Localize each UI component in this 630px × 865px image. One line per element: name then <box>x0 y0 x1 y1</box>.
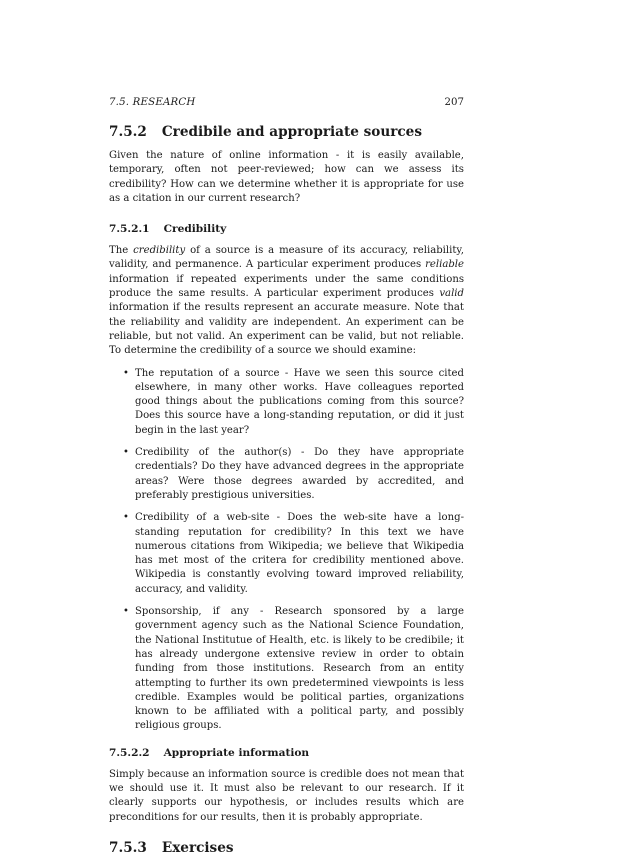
credibility-paragraph <box>109 244 464 358</box>
list-item <box>123 605 464 734</box>
section-heading <box>109 123 464 141</box>
appropriate-heading <box>109 746 464 760</box>
list-item <box>123 446 464 503</box>
section-title: Credibile and appropriate sources <box>161 124 422 140</box>
list-item <box>123 367 464 438</box>
appropriate-paragraph: Simply because an information source is credible does not mean that we should use it. It must also be relevant to our research. If it clearly supports our hypothesis, or includes results which are preconditions for our results, then it is probably appropriate. <box>109 768 464 823</box>
list-item-text: Credibility of the author(s) - Do they have appropriate credentials? Do they have advanced degrees in the appropriate areas? Were those degrees awarded by accredited, and preferably prestigious universities. <box>135 447 464 501</box>
credibility-text-2: of a source is a measure of its accuracy, reliability, validity, and permanence. A particular experiment produces <box>109 245 464 271</box>
credibility-title: Credibility <box>163 223 227 236</box>
list-item-text: Sponsorship, if any - Research sponsored by a large government agency such as the National Science Foundation, the National Institutue of Health, etc. is likely to be credibile; it has already undergone extensive review in order to obtain funding from those institutions. Research from an entity attempting to further its own predetermined viewpoints is less credible. Examples would be political parties, organizations known to be affiliated with a political party, and possibly religious groups. <box>135 606 464 732</box>
running-header <box>109 96 464 110</box>
page-content <box>109 96 464 865</box>
list-item-text: Credibility of a web-site - Does the web-site have a long-standing reputation for credibility? In this text we have numerous citations from Wikipedia; we believe that Wikipedia has met most of the critera for credibility mentioned above. Wikipedia is constantly evolving toward improved reliability, accuracy, and validity. <box>135 512 464 595</box>
section-intro: Given the nature of online information - it is easily available, temporary, often not peer-reviewed; how can we assess its credibility? How can we determine whether it is appropriate for use as a citation in our current research? <box>109 150 464 204</box>
appropriate-number: 7.5.2.2 <box>109 746 150 759</box>
credibility-text-3: information if repeated experiments under the same conditions produce the same results. A particular experiment produces <box>109 273 464 300</box>
bullet-icon: • <box>123 512 129 524</box>
credibility-text-1: The <box>109 245 134 257</box>
term-valid: valid <box>439 288 464 300</box>
appropriate-title: Appropriate information <box>163 746 310 759</box>
bullet-icon: • <box>123 606 129 618</box>
section-number: 7.5.2 <box>109 124 147 140</box>
list-item <box>123 511 464 597</box>
list-item-text: The reputation of a source - Have we seen this source cited elsewhere, in many other works. Have colleagues reported good things about the publications coming from this source? Does this source have a long-standing reputation, or did it just begin in the last year? <box>135 367 464 436</box>
bullet-icon: • <box>123 447 129 459</box>
bullet-icon: • <box>123 367 129 379</box>
credibility-number: 7.5.2.1 <box>109 223 150 236</box>
credibility-heading <box>109 222 464 236</box>
page-number: 207 <box>444 97 464 108</box>
credibility-criteria-list <box>109 367 464 734</box>
exercises-heading <box>109 839 464 857</box>
running-title: 7.5. RESEARCH <box>109 97 196 108</box>
term-reliable: reliable <box>425 259 464 271</box>
exercises-number: 7.5.3 <box>109 839 147 856</box>
term-credibility: credibility <box>133 245 186 257</box>
exercises-title: Exercises <box>161 839 234 856</box>
credibility-text-4: information if the results represent an accurate measure. Note that the reliability and validity are independent. An experiment can be reliable, but not valid. An experiment can be valid, but not reliable. To determine the credibility of a source we should examine: <box>109 302 464 357</box>
